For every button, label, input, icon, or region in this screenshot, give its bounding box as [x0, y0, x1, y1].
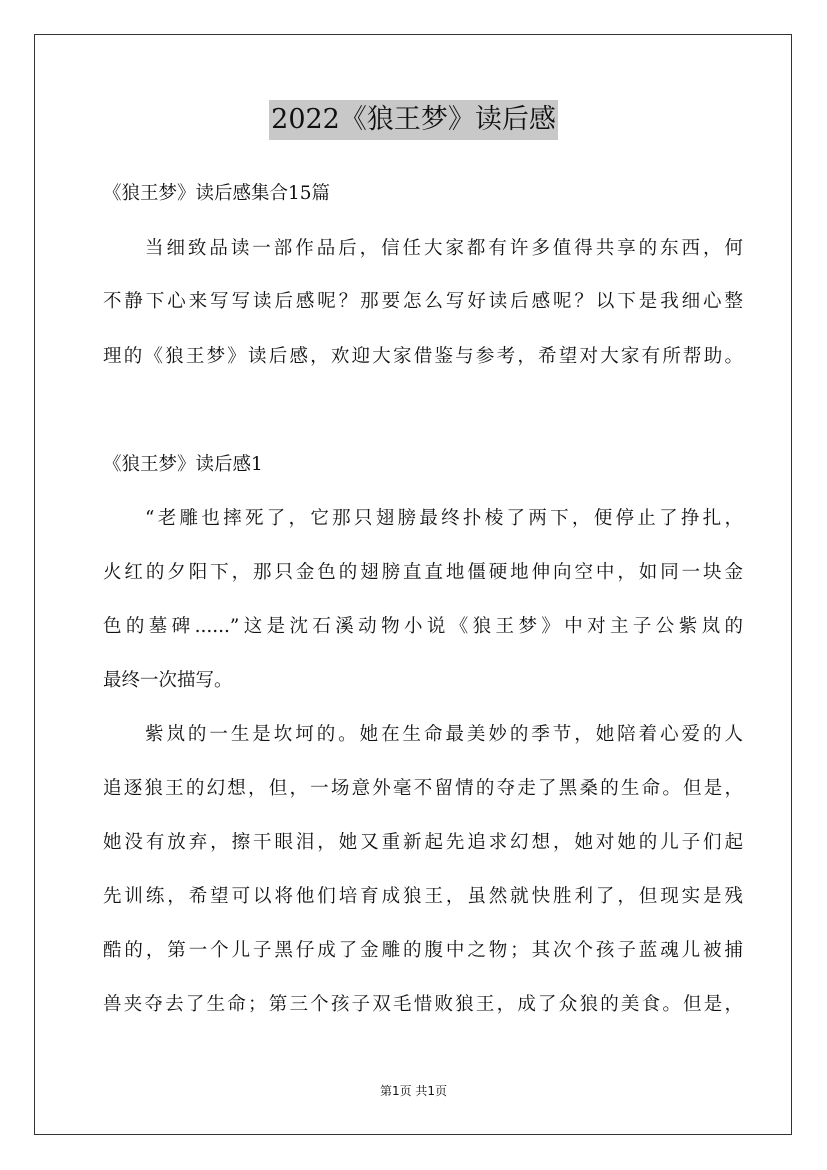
intro-line: 不静下心来写写读后感呢？那要怎么写好读后感呢？以下是我细心整	[103, 291, 743, 312]
intro-line: 理的《狼王梦》读后感，欢迎大家借鉴与参考，希望对大家有所帮助。	[103, 346, 743, 367]
document-title: 2022《狼王梦》读后感	[269, 100, 558, 140]
section-heading: 《狼王梦》读后感1	[103, 454, 263, 475]
subtitle: 《狼王梦》读后感集合15篇	[103, 183, 331, 204]
intro-line: 当细致品读一部作品后，信任大家都有许多值得共享的东西，何	[145, 238, 743, 259]
paragraph-line: “老雕也摔死了，它那只翅膀最终扑棱了两下，便停止了挣扎，	[145, 508, 743, 529]
paragraph-line: 酷的，第一个儿子黑仔成了金雕的腹中之物；其次个孩子蓝魂儿被捕	[103, 940, 743, 961]
paragraph-line: 兽夹夺去了生命；第三个孩子双毛惜败狼王，成了众狼的美食。但是，	[103, 994, 743, 1015]
paragraph-line: 紫岚的一生是坎坷的。她在生命最美妙的季节，她陪着心爱的人	[145, 724, 743, 745]
paragraph-line: 追逐狼王的幻想，但，一场意外毫不留情的夺走了黑桑的生命。但是，	[103, 778, 743, 799]
paragraph-line: 火红的夕阳下，那只金色的翅膀直直地僵硬地伸向空中，如同一块金	[103, 562, 743, 583]
paragraph-line: 先训练，希望可以将他们培育成狼王，虽然就快胜利了，但现实是残	[103, 886, 743, 907]
page-number: 第1页 共1页	[379, 1084, 448, 1098]
paragraph-line: 色的墓碑......”这是沈石溪动物小说《狼王梦》中对主子公紫岚的	[103, 616, 743, 637]
paragraph-line: 她没有放弃，擦干眼泪，她又重新起先追求幻想，她对她的儿子们起	[103, 832, 743, 853]
paragraph-line: 最终一次描写。	[103, 670, 233, 691]
title-area	[0, 100, 827, 140]
